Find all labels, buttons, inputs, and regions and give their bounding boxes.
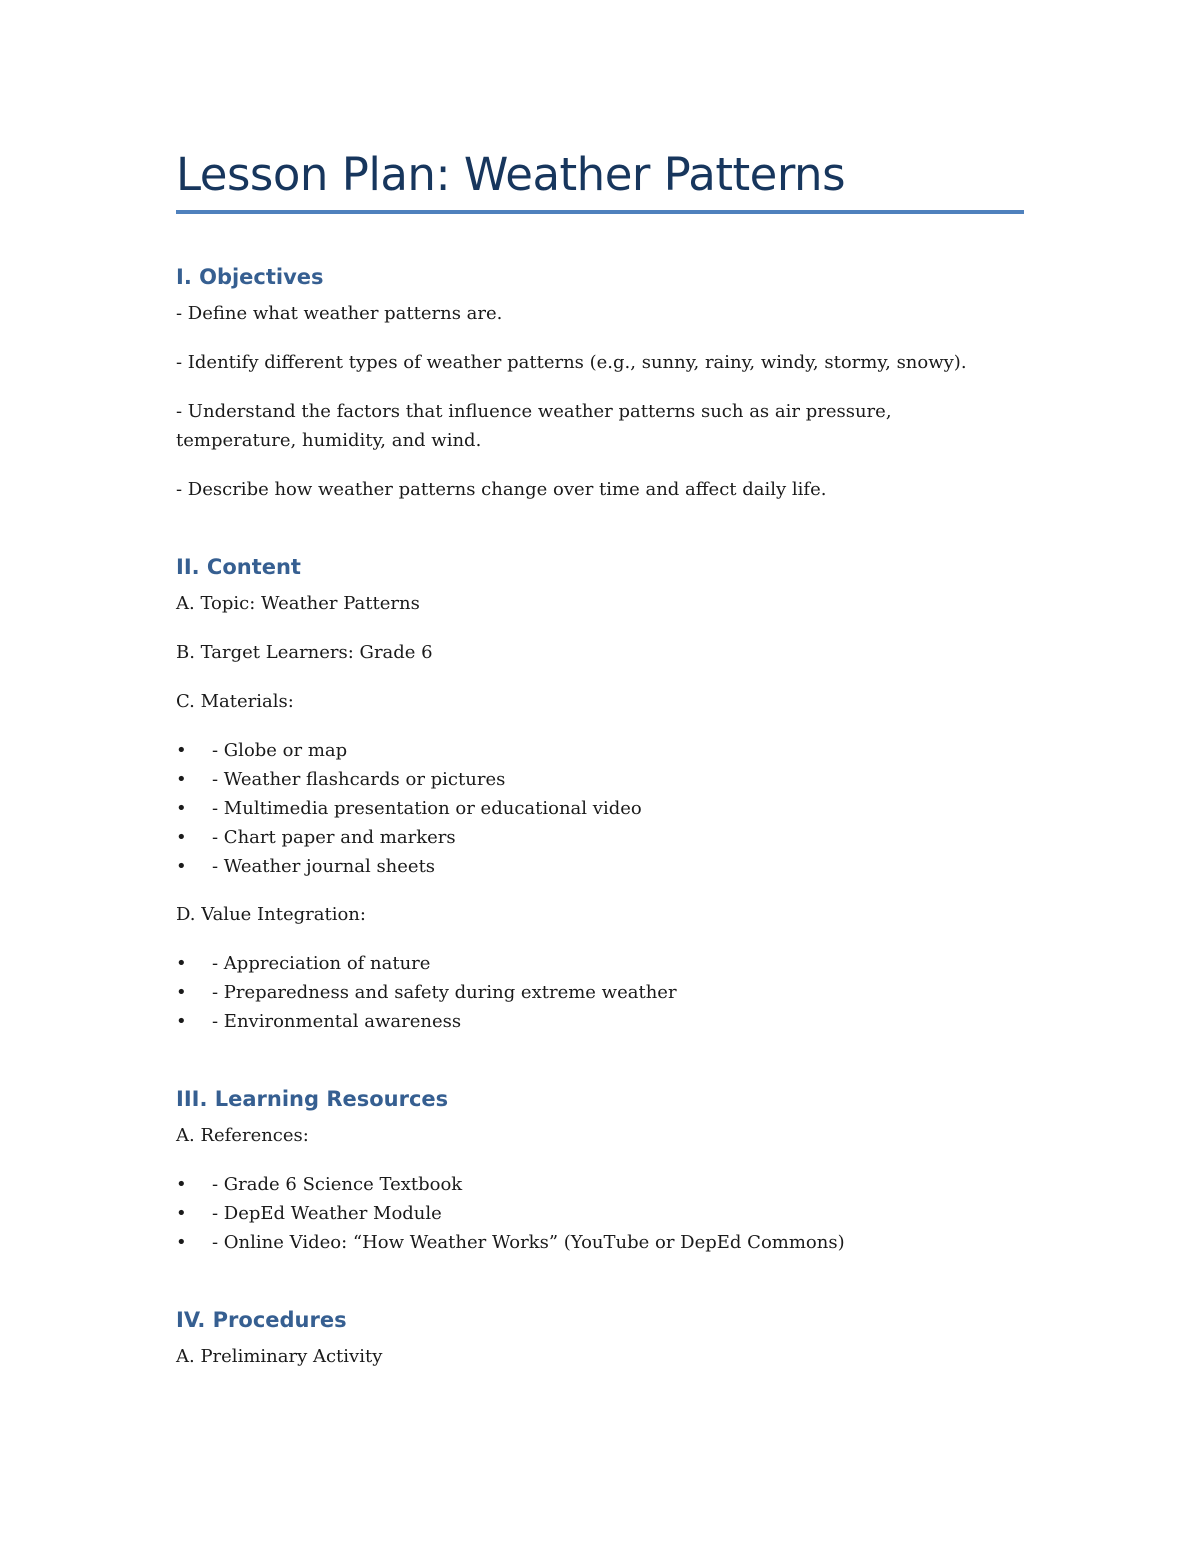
bullet-icon: • xyxy=(176,856,187,877)
bullet-icon: • xyxy=(176,982,187,1003)
document-title: Lesson Plan: Weather Patterns xyxy=(176,148,846,201)
list-item: • - Environmental awareness xyxy=(176,1007,1024,1036)
value-integration-label: D. Value Integration: xyxy=(176,904,366,925)
bullet-icon: • xyxy=(176,1232,187,1253)
document-page xyxy=(176,0,1024,1553)
title-underline-rule xyxy=(176,210,1024,214)
materials-label: C. Materials: xyxy=(176,691,294,712)
list-item: • - Appreciation of nature xyxy=(176,949,1024,978)
list-item: • - Weather flashcards or pictures xyxy=(176,765,1024,794)
resources-heading: III. Learning Resources xyxy=(176,1087,449,1111)
objectives-heading: I. Objectives xyxy=(176,265,324,289)
objective-item: - Identify different types of weather patterns (e.g., sunny, rainy, windy, stormy, snowy). xyxy=(176,352,967,373)
list-item: • - Grade 6 Science Textbook xyxy=(176,1170,1024,1199)
section-objectives xyxy=(176,263,1024,524)
bullet-icon: • xyxy=(176,798,187,819)
section-procedures xyxy=(176,1306,1024,1391)
list-item: • - Multimedia presentation or educational video xyxy=(176,794,1024,823)
objective-item: - Define what weather patterns are. xyxy=(176,303,503,324)
references-label: A. References: xyxy=(176,1125,309,1146)
objective-item: - Describe how weather patterns change over time and affect daily life. xyxy=(176,479,827,500)
bullet-icon: • xyxy=(176,1011,187,1032)
materials-list xyxy=(176,736,1024,881)
list-item: • - Preparedness and safety during extreme weather xyxy=(176,978,1024,1007)
section-content xyxy=(176,553,1024,1055)
objective-item: - Understand the factors that influence weather patterns such as air pressure, temperature, humidity, and wind. xyxy=(176,401,892,451)
procedure-preliminary-activity: A. Preliminary Activity xyxy=(176,1346,383,1367)
list-item: • - Chart paper and markers xyxy=(176,823,1024,852)
bullet-icon: • xyxy=(176,827,187,848)
bullet-icon: • xyxy=(176,953,187,974)
bullet-icon: • xyxy=(176,1174,187,1195)
values-list xyxy=(176,949,1024,1036)
section-learning-resources xyxy=(176,1085,1024,1276)
bullet-icon: • xyxy=(176,1203,187,1224)
bullet-icon: • xyxy=(176,769,187,790)
procedures-heading: IV. Procedures xyxy=(176,1308,347,1332)
list-item: • - Globe or map xyxy=(176,736,1024,765)
references-list xyxy=(176,1170,1024,1257)
list-item: • - DepEd Weather Module xyxy=(176,1199,1024,1228)
content-heading: II. Content xyxy=(176,555,301,579)
content-target-learners: B. Target Learners: Grade 6 xyxy=(176,642,433,663)
list-item: • - Weather journal sheets xyxy=(176,852,1024,881)
list-item: • - Online Video: “How Weather Works” (YouTube or DepEd Commons) xyxy=(176,1228,1024,1257)
content-topic: A. Topic: Weather Patterns xyxy=(176,593,420,614)
bullet-icon: • xyxy=(176,740,187,761)
